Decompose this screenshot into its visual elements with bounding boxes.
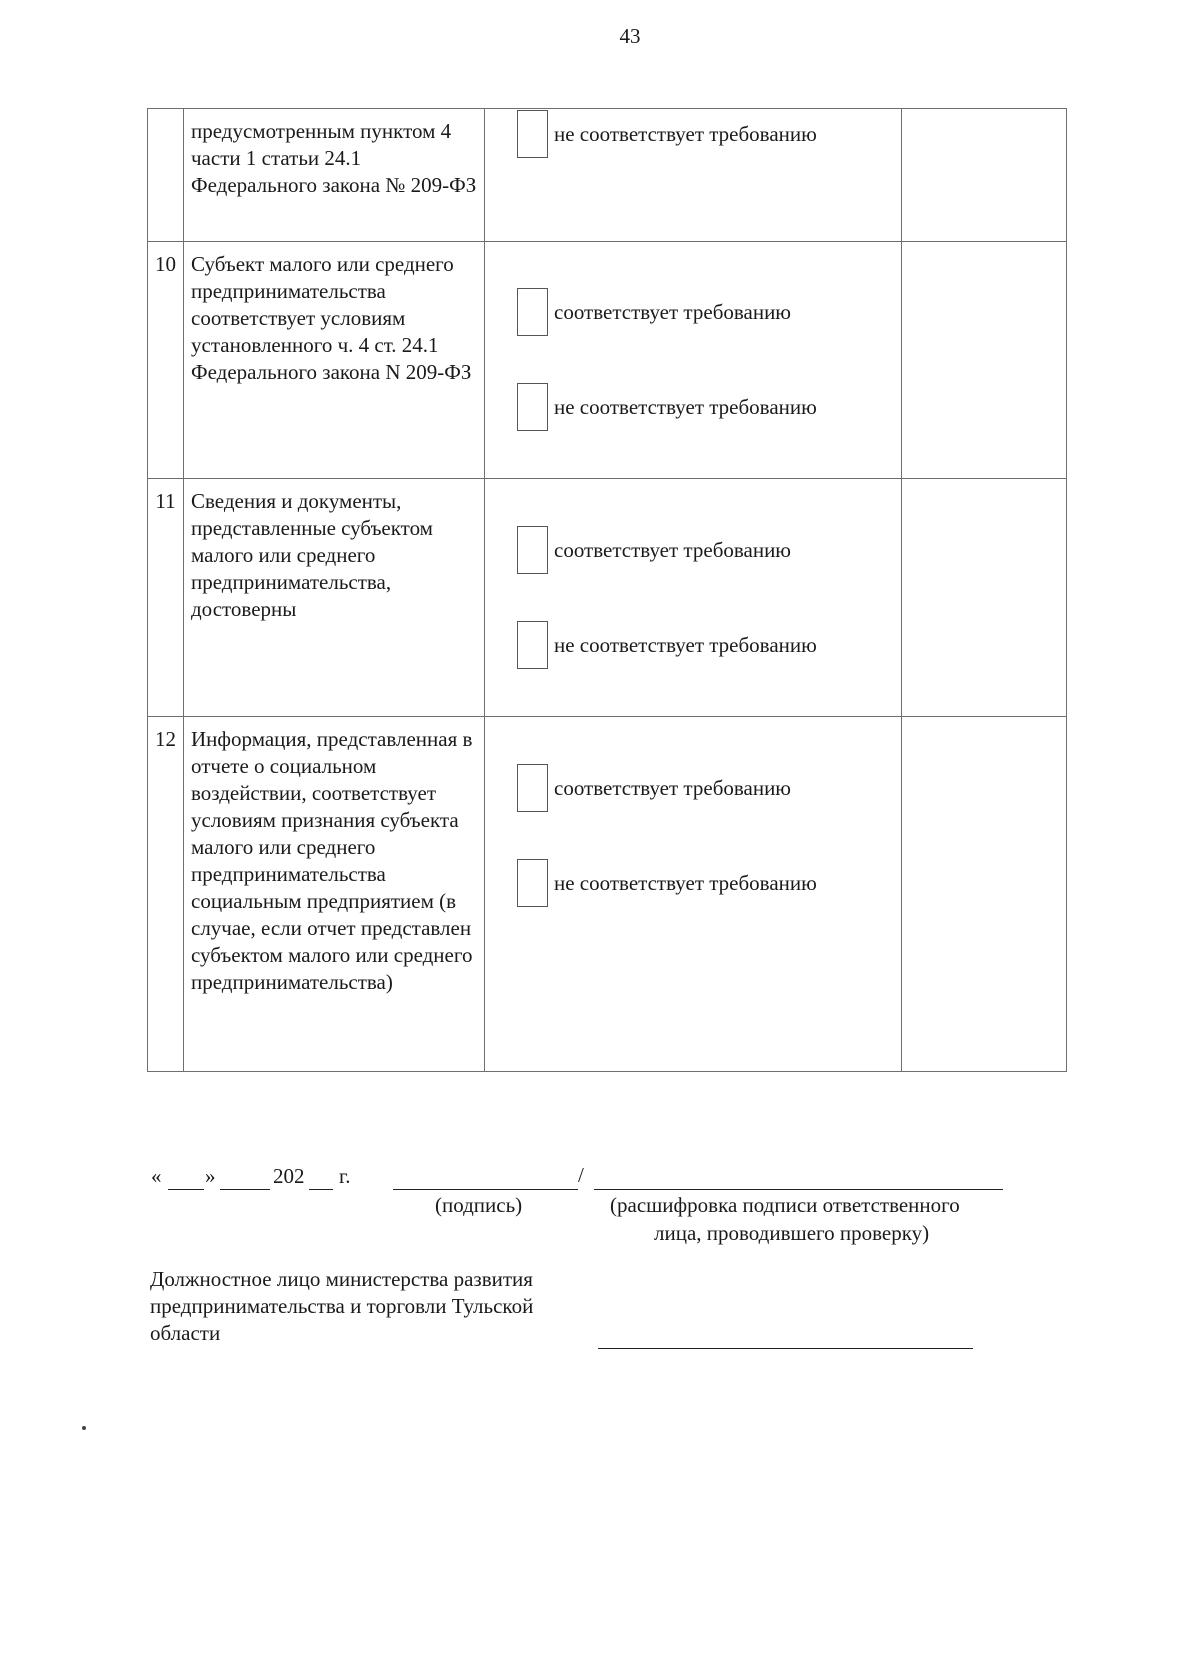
date-quote-close: »: [205, 1164, 216, 1188]
result-cell: [485, 109, 902, 242]
signature-decode-caption: лица, проводившего проверку): [654, 1221, 930, 1245]
criterion-text: Субъект малого или среднего предпринимательства соответствует условиям установленного ч. 4 ст. 24.1 Федерального закона N 209-ФЗ: [184, 242, 485, 479]
signature-field[interactable]: [393, 1163, 578, 1190]
option-not-compliant: [517, 620, 817, 670]
criterion-text: Информация, представленная в отчете о социальном воздействии, соответствует условиям признания субъекта малого или среднего предпринимательства социальным предприятием (в случае, если отчет представлен субъектом малого или среднего предпринимательства): [184, 717, 485, 1072]
criterion-text: Сведения и документы, представленные субъектом малого или среднего предпринимательства, достоверны: [184, 479, 485, 717]
date-month-field[interactable]: [220, 1163, 270, 1190]
date-day-field[interactable]: [168, 1163, 204, 1190]
option-compliant: [517, 287, 791, 337]
notes-cell[interactable]: [902, 242, 1067, 479]
checkbox-not-compliant[interactable]: [517, 621, 548, 669]
official-line: предпринимательства и торговли Тульской: [150, 1294, 534, 1318]
official-signature-field[interactable]: [598, 1322, 973, 1349]
option-label: соответствует требованию: [554, 537, 791, 562]
result-cell: [485, 717, 902, 1072]
date-quote-open: «: [151, 1164, 162, 1188]
checkbox-not-compliant[interactable]: [517, 383, 548, 431]
option-not-compliant: [517, 858, 817, 908]
notes-cell[interactable]: [902, 479, 1067, 717]
official-line: Должностное лицо министерства развития: [150, 1267, 533, 1291]
option-label: соответствует требованию: [554, 775, 791, 800]
checkbox-not-compliant[interactable]: [517, 859, 548, 907]
notes-cell[interactable]: [902, 109, 1067, 242]
checkbox-not-compliant[interactable]: [517, 110, 548, 158]
table-row: [148, 717, 1067, 1072]
notes-cell[interactable]: [902, 717, 1067, 1072]
row-number: 12: [148, 717, 184, 1072]
row-number: [148, 109, 184, 242]
table-row: [148, 109, 1067, 242]
row-number: 10: [148, 242, 184, 479]
checkbox-compliant[interactable]: [517, 526, 548, 574]
option-label: не соответствует требованию: [554, 870, 817, 895]
row-number: 11: [148, 479, 184, 717]
signature-slash: /: [578, 1163, 584, 1187]
table-row: [148, 242, 1067, 479]
date-year-prefix: 202: [273, 1164, 305, 1188]
option-compliant: [517, 763, 791, 813]
signature-decode-caption: (расшифровка подписи ответственного: [610, 1193, 960, 1217]
date-year-field[interactable]: [309, 1163, 333, 1190]
option-label: не соответствует требованию: [554, 632, 817, 657]
signature-decode-field[interactable]: [594, 1163, 1003, 1190]
option-label: не соответствует требованию: [554, 394, 817, 419]
page-number: 43: [619, 24, 641, 48]
table-row: [148, 479, 1067, 717]
result-cell: [485, 242, 902, 479]
option-compliant: [517, 525, 791, 575]
option-label: соответствует требованию: [554, 299, 791, 324]
checkbox-compliant[interactable]: [517, 288, 548, 336]
option-not-compliant: [517, 109, 817, 159]
scan-speck: [82, 1426, 86, 1430]
verification-table: [147, 108, 1067, 1072]
official-line: области: [150, 1321, 221, 1345]
checkbox-compliant[interactable]: [517, 764, 548, 812]
official-position: [150, 1266, 590, 1347]
result-cell: [485, 479, 902, 717]
option-label: не соответствует требованию: [554, 121, 817, 146]
criterion-text: предусмотренным пунктом 4 части 1 статьи 24.1 Федерального закона № 209-ФЗ: [184, 109, 485, 242]
date-year-suffix: г.: [339, 1164, 351, 1188]
option-not-compliant: [517, 382, 817, 432]
signature-caption: (подпись): [435, 1193, 523, 1217]
